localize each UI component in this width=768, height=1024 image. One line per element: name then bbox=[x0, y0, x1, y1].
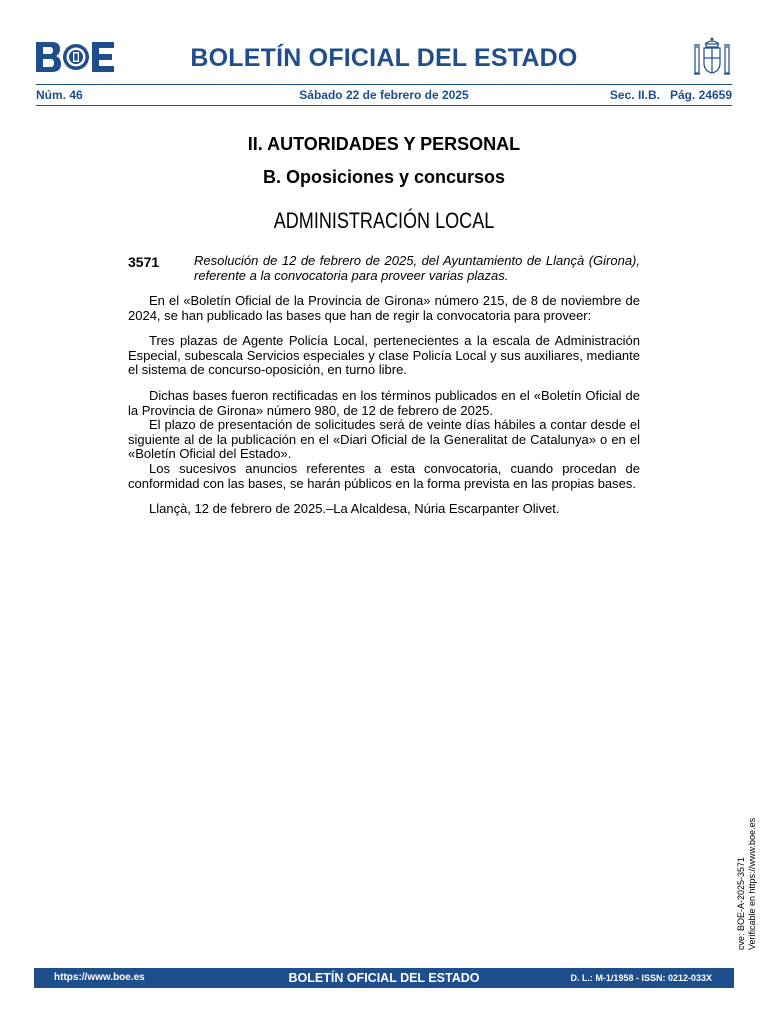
header-rule-top bbox=[36, 84, 732, 85]
section-title: II. AUTORIDADES Y PERSONAL bbox=[247, 134, 521, 154]
footer-title: BOLETÍN OFICIAL DEL ESTADO bbox=[288, 971, 480, 985]
signature-line: Llançà, 12 de febrero de 2025.–La Alcaldesa, Núria Escarpanter Olivet. bbox=[149, 501, 560, 517]
paragraph: El plazo de presentación de solicitudes será de veinte días hábiles a contar desde el siguiente al de la publicación en el «Diari Oficial de la Generalitat de Catalunya» o en el «Boletín Oficial del Estado». bbox=[128, 417, 640, 462]
resolution-title: Resolución de 12 de febrero de 2025, del Ayuntamiento de Llançà (Girona), referente a la convocatoria para proveer varias plazas. bbox=[194, 253, 640, 283]
issue-date: Sábado 22 de febrero de 2025 bbox=[299, 88, 469, 102]
section-category: ADMINISTRACIÓN LOCAL bbox=[273, 208, 495, 233]
issue-number: Núm. 46 bbox=[36, 88, 83, 102]
header-rule-bottom bbox=[36, 105, 732, 106]
spain-coat-of-arms-icon bbox=[692, 36, 732, 78]
paragraph: Dichas bases fueron rectificadas en los términos publicados en el «Boletín Oficial de la Provincia de Girona» número 980, de 12 de febrero de 2025. bbox=[128, 387, 640, 418]
footer-bar bbox=[34, 968, 734, 988]
document-number: 3571 bbox=[128, 254, 160, 270]
page-title: BOLETÍN OFICIAL DEL ESTADO bbox=[190, 44, 578, 72]
boe-logo-icon bbox=[36, 42, 114, 72]
footer-url-link[interactable]: https://www.boe.es bbox=[54, 972, 145, 983]
document-body bbox=[128, 294, 640, 517]
paragraph: Los sucesivos anuncios referentes a esta convocatoria, cuando procedan de conformidad con las bases, se harán públicos en la forma prevista en las propias bases. bbox=[128, 460, 640, 491]
section-page: Sec. II.B. Pág. 24659 bbox=[609, 88, 732, 102]
footer-legal: D. L.: M-1/1958 - ISSN: 0212-033X bbox=[570, 973, 712, 983]
verify-url[interactable]: Verificable en https://www.boe.es bbox=[747, 817, 757, 950]
paragraph: Tres plazas de Agente Policía Local, pertenecientes a la escala de Administración Especial, subescala Servicios especiales y clase Policía Local y sus auxiliares, mediante el sistema de concurso-oposición, en turno libre. bbox=[128, 333, 640, 378]
paragraph: En el «Boletín Oficial de la Provincia de Girona» número 215, de 8 de noviembre de 2024, se han publicado las bases que han de regir la convocatoria para proveer: bbox=[128, 293, 640, 323]
cve-code: cve: BOE-A-2025-3571 bbox=[736, 856, 746, 950]
verification-note bbox=[736, 818, 758, 950]
section-subtitle: B. Oposiciones y concursos bbox=[262, 167, 506, 187]
